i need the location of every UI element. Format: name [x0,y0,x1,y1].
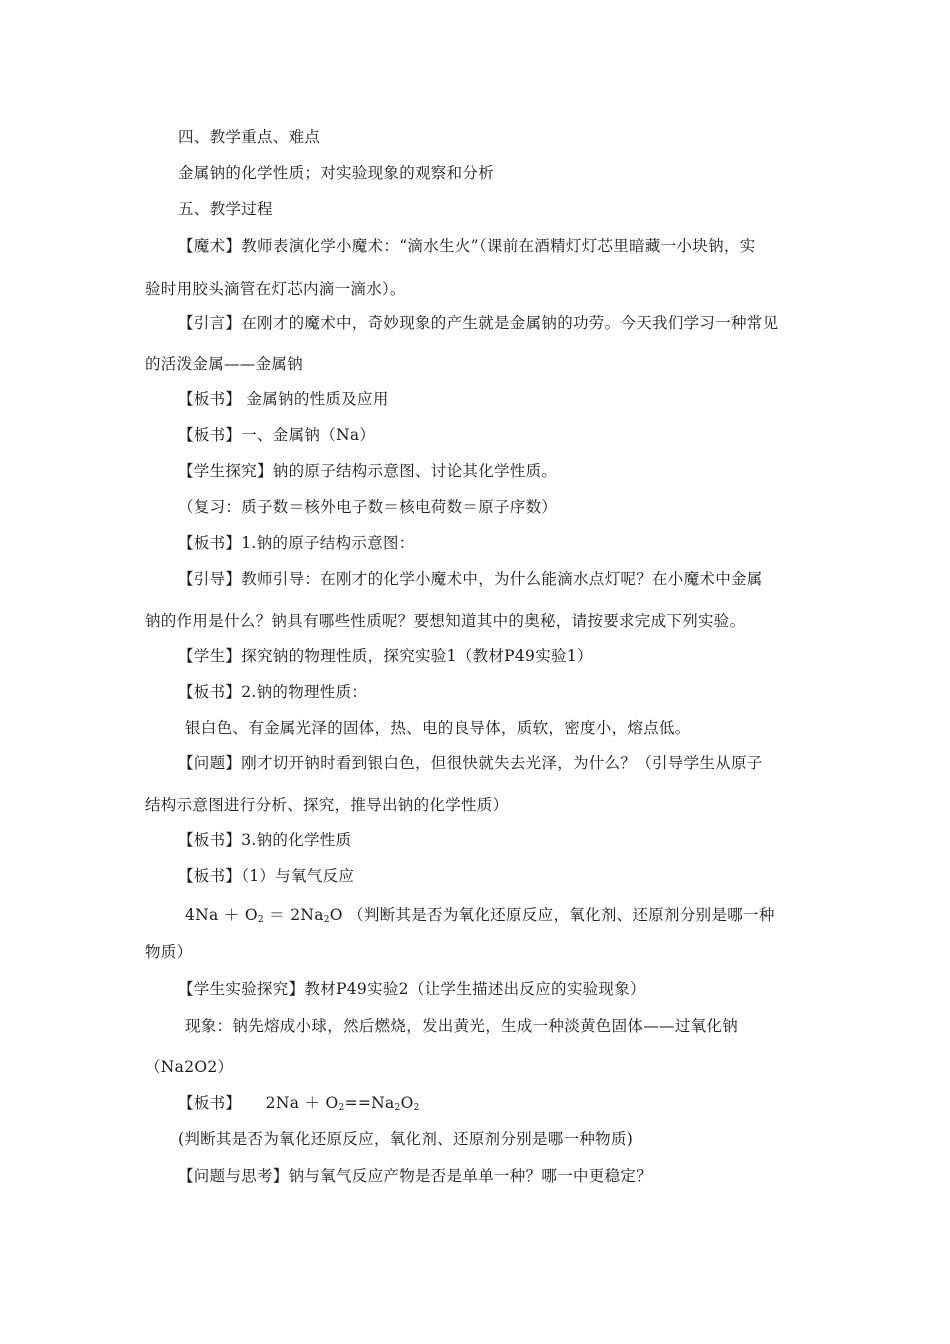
paragraph-continued: 验时用胶头滴管在灯芯内滴一滴水）。 [145,280,406,298]
paragraph: 银白色、有金属光泽的固体，热、电的良导体，质软，密度小，熔点低。 [185,719,691,737]
paragraph-continued: 钠的作用是什么？钠具有哪些性质呢？要想知道其中的奥秘，请按要求完成下列实验。 [145,612,746,630]
paragraph: 【问题】刚才切开钠时看到银白色，但很快就失去光泽，为什么？（引导学生从原子 [178,754,763,772]
paragraph: (判断其是否为氧化还原反应，氧化剂、还原剂分别是哪一种物质) [178,1130,634,1148]
paragraph: 【板书】一、金属钠（Na） [178,426,376,444]
paragraph: （复习：质子数＝核外电子数＝核电荷数＝原子序数） [178,498,558,516]
equation-note: （判断其是否为氧化还原反应，氧化剂、还原剂分别是哪一种 [348,906,775,924]
paragraph: 现象：钠先熔成小球，然后燃烧，发出黄光，生成一种淡黄色固体——过氧化钠 [185,1017,739,1035]
product-na2o: $2Na_2O$ [290,906,343,925]
equation-sodium-oxygen [185,905,775,925]
paragraph-continued: 的活泼金属——金属钠 [145,355,304,373]
paragraph-continued: 物质） [145,943,193,961]
paragraph: 【引言】在刚才的魔术中，奇妙现象的产生就是金属钠的功劳。今天我们学习一种常见 [178,314,779,332]
paragraph: 【学生实验探究】教材P49实验2（让学生描述出反应的实验现象） [178,980,646,998]
section-heading-key-points: 四、教学重点、难点 [178,128,321,146]
paragraph: 【问题与思考】钠与氧气反应产物是否是单单一种？哪一中更稳定？ [178,1167,653,1185]
reactant-na: 2Na [265,1094,300,1112]
paragraph-continued: （Na2O2） [145,1058,234,1076]
paragraph: 【引导】教师引导：在刚才的化学小魔术中，为什么能滴水点灯呢？在小魔术中金属 [178,570,763,588]
paragraph: 【板书】1.钠的原子结构示意图： [178,534,415,552]
paragraph-continued: 结构示意图进行分析、探究，推导出钠的化学性质） [145,796,509,814]
paragraph: 金属钠的化学性质；对实验现象的观察和分析 [178,164,495,182]
board-tag: 【板书】 [178,1094,242,1112]
paragraph: 【板书】2.钠的物理性质： [178,683,368,701]
section-heading-process: 五、教学过程 [178,200,273,218]
equation-sodium-peroxide [178,1093,420,1113]
product-na2o2: $==Na_2O_2$ [344,1094,420,1113]
reactant-na: 4Na [185,906,219,924]
paragraph: 【板书】3.钠的化学性质 [178,831,352,849]
equals-sign: ＝ [269,906,285,924]
reactant-o2: $O_2$ [244,906,264,925]
paragraph: 【板书】（1）与氧气反应 [178,867,355,885]
reactant-o2: $O_2$ [325,1094,345,1113]
paragraph: 【魔术】教师表演化学小魔术：“滴水生火”（课前在酒精灯灯芯里暗藏一小块钠，实 [178,237,756,255]
paragraph: 【学生】探究钠的物理性质，探究实验1（教材P49实验1） [178,647,593,665]
paragraph: 【板书】 金属钠的性质及应用 [178,390,389,408]
paragraph: 【学生探究】钠的原子结构示意图、讨论其化学性质。 [178,462,558,480]
plus-sign: ＋ [223,906,240,924]
plus-sign: ＋ [304,1094,321,1112]
